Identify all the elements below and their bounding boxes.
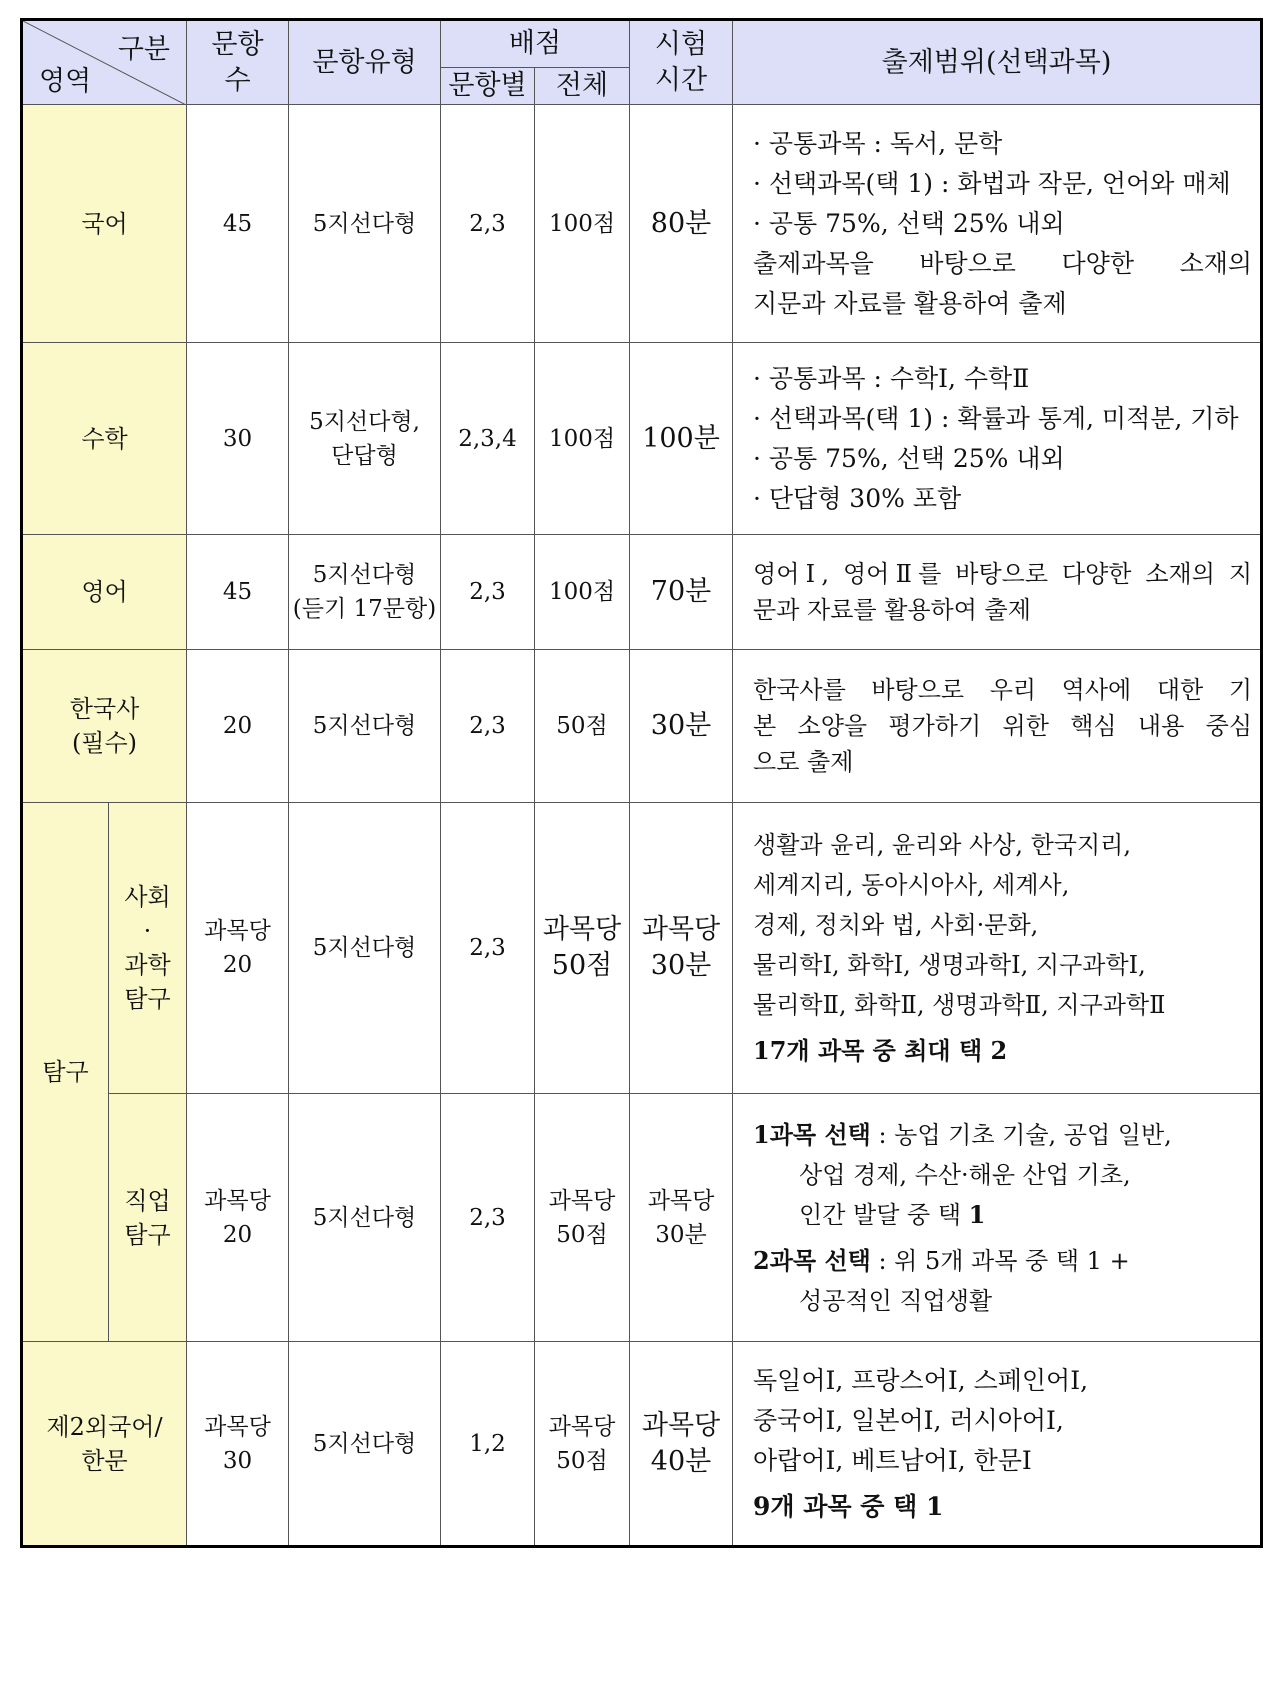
count-math: 30 bbox=[187, 343, 289, 535]
row-english bbox=[22, 535, 1262, 650]
time-job: 과목당 30분 bbox=[630, 1094, 733, 1342]
header-yeongyeok: 영역 bbox=[39, 66, 92, 97]
row-math bbox=[22, 343, 1262, 535]
type-job: 5지선다형 bbox=[289, 1094, 441, 1342]
time-english: 70분 bbox=[630, 535, 733, 650]
time-foreign: 과목당 40분 bbox=[630, 1342, 733, 1547]
header-per-item: 문항별 bbox=[441, 68, 535, 105]
total-math: 100점 bbox=[535, 343, 630, 535]
per-item-foreign: 1,2 bbox=[441, 1342, 535, 1547]
range-math: · 공통과목 : 수학Ⅰ, 수학Ⅱ · 선택과목(택 1) : 확률과 통계, 미적분, 기하 · 공통 75%, 선택 25% 내외 · 단답형 30% 포함 bbox=[733, 343, 1262, 535]
range-social: 생활과 윤리, 윤리와 사상, 한국지리, 세계지리, 동아시아사, 세계사, 경제, 정치와 법, 사회·문화, 물리학Ⅰ, 화학Ⅰ, 생명과학Ⅰ, 지구과학Ⅰ, 물리학Ⅱ, 화학Ⅱ, 생명과학Ⅱ, 지구과학Ⅱ 17개 과목 중 최대 택 2 bbox=[733, 803, 1262, 1094]
per-item-social: 2,3 bbox=[441, 803, 535, 1094]
range-korean: · 공통과목 : 독서, 문학 · 선택과목(택 1) : 화법과 작문, 언어와 매체 · 공통 75%, 선택 25% 내외 출제과목을 바탕으로 다양한 소재의 지문과 자료를 활용하여 출제 bbox=[733, 105, 1262, 343]
opt1-label: 1과목 선택 bbox=[753, 1119, 871, 1149]
per-item-math: 2,3,4 bbox=[441, 343, 535, 535]
row-inquiry-social bbox=[22, 803, 1262, 1094]
type-foreign: 5지선다형 bbox=[289, 1342, 441, 1547]
per-item-history: 2,3 bbox=[441, 650, 535, 803]
area-foreign: 제2외국어/ 한문 bbox=[22, 1342, 187, 1547]
row-inquiry-job bbox=[22, 1094, 1262, 1342]
corner-header-cell bbox=[22, 20, 187, 105]
count-korean: 45 bbox=[187, 105, 289, 343]
count-foreign: 과목당 30 bbox=[187, 1342, 289, 1547]
header-time: 시험 시간 bbox=[630, 20, 733, 105]
area-history: 한국사 (필수) bbox=[22, 650, 187, 803]
type-math: 5지선다형, 단답형 bbox=[289, 343, 441, 535]
row-korean bbox=[22, 105, 1262, 343]
count-english: 45 bbox=[187, 535, 289, 650]
area-math: 수학 bbox=[22, 343, 187, 535]
area-inquiry: 탐구 bbox=[22, 803, 109, 1342]
total-english: 100점 bbox=[535, 535, 630, 650]
area-korean: 국어 bbox=[22, 105, 187, 343]
header-gubun: 구분 bbox=[117, 34, 170, 65]
time-math: 100분 bbox=[630, 343, 733, 535]
sub-social-science: 사회 · 과학 탐구 bbox=[109, 803, 187, 1094]
count-social: 과목당 20 bbox=[187, 803, 289, 1094]
range-history: 한국사를 바탕으로 우리 역사에 대한 기 본 소양을 평가하기 위한 핵심 내용 중심 으로 출제 bbox=[733, 650, 1262, 803]
range-job: 1과목 선택 : 농업 기초 기술, 공업 일반, 상업 경제, 수산·해운 산업 기초, 인간 발달 중 택 1 2과목 선택 : 위 5개 과목 중 택 1 + 성공적인 직업생활 bbox=[733, 1094, 1262, 1342]
type-social: 5지선다형 bbox=[289, 803, 441, 1094]
area-english: 영어 bbox=[22, 535, 187, 650]
range-english: 영어Ⅰ, 영어Ⅱ를 바탕으로 다양한 소재의 지 문과 자료를 활용하여 출제 bbox=[733, 535, 1262, 650]
header-item-count: 문항 수 bbox=[187, 20, 289, 105]
total-social: 과목당 50점 bbox=[535, 803, 630, 1094]
row-history bbox=[22, 650, 1262, 803]
type-korean: 5지선다형 bbox=[289, 105, 441, 343]
exam-table bbox=[20, 18, 1263, 1548]
sub-job: 직업 탐구 bbox=[109, 1094, 187, 1342]
total-history: 50점 bbox=[535, 650, 630, 803]
time-social: 과목당 30분 bbox=[630, 803, 733, 1094]
type-history: 5지선다형 bbox=[289, 650, 441, 803]
range-foreign: 독일어Ⅰ, 프랑스어Ⅰ, 스페인어Ⅰ, 중국어Ⅰ, 일본어Ⅰ, 러시아어Ⅰ, 아랍어Ⅰ, 베트남어Ⅰ, 한문Ⅰ 9개 과목 중 택 1 bbox=[733, 1342, 1262, 1547]
time-history: 30분 bbox=[630, 650, 733, 803]
header-range: 출제범위(선택과목) bbox=[733, 20, 1262, 105]
header-item-type: 문항유형 bbox=[289, 20, 441, 105]
row-foreign bbox=[22, 1342, 1262, 1547]
count-history: 20 bbox=[187, 650, 289, 803]
count-job: 과목당 20 bbox=[187, 1094, 289, 1342]
type-english: 5지선다형 (듣기 17문항) bbox=[289, 535, 441, 650]
per-item-job: 2,3 bbox=[441, 1094, 535, 1342]
header-total: 전체 bbox=[535, 68, 630, 105]
per-item-english: 2,3 bbox=[441, 535, 535, 650]
total-foreign: 과목당 50점 bbox=[535, 1342, 630, 1547]
time-korean: 80분 bbox=[630, 105, 733, 343]
total-korean: 100점 bbox=[535, 105, 630, 343]
opt2-label: 2과목 선택 bbox=[753, 1245, 871, 1275]
per-item-korean: 2,3 bbox=[441, 105, 535, 343]
header-score: 배점 bbox=[441, 20, 630, 68]
total-job: 과목당 50점 bbox=[535, 1094, 630, 1342]
